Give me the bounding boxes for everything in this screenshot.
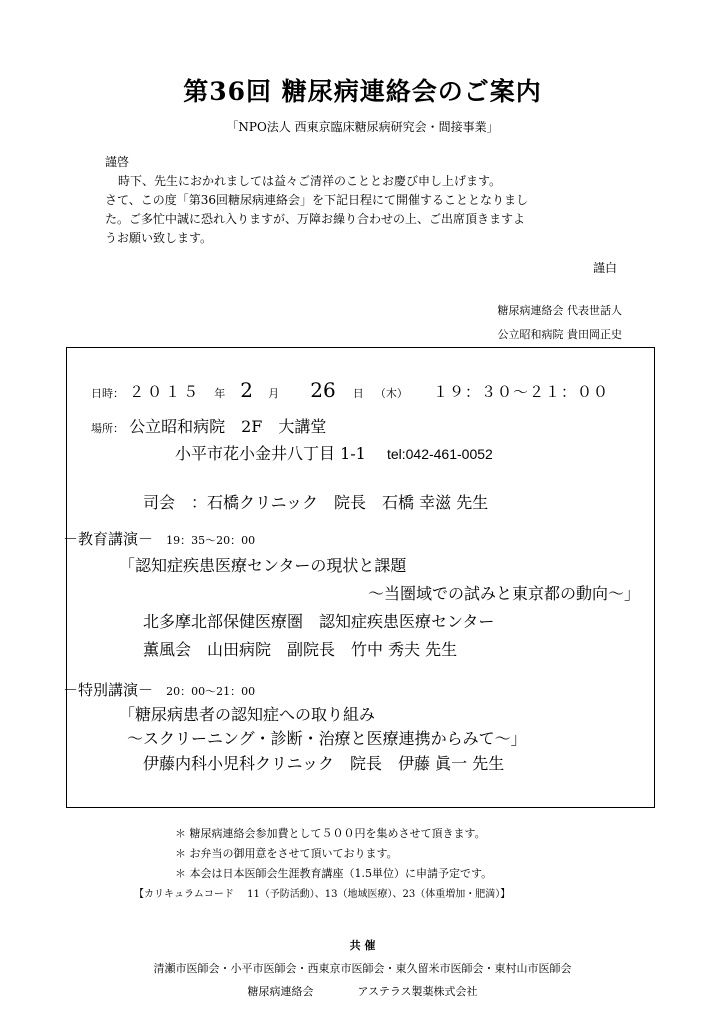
cosponsor-line1: 清瀬市医師会・小平市医師会・西東京市医師会・東久留米市医師会・東村山市医師会 [153,962,572,975]
lecture2-header: －特別講演－ [63,681,154,699]
event-year: ２０１５ [129,383,202,401]
letter-line: た。ご多忙中誠に恐れ入りますが、万障お繰り合わせの上、ご出席頂きますよ [105,212,526,226]
letter-closing: 謹白 [592,261,617,275]
day-unit: 日 [352,387,364,400]
event-day: 26 [310,378,336,402]
event-place: 公立昭和病院 2F 大講堂 [129,417,327,436]
lecture1-header-row [63,528,255,549]
event-address: 小平市花小金井八丁目 1-1 [175,444,366,463]
place-label: 場所： [91,422,124,435]
lecture2-speaker: 伊藤内科小児科クリニック 院長 伊藤 眞一 先生 [143,754,505,773]
lecture1-time: 19：35～20：00 [166,534,256,547]
subtitle: 「NPO法人 西東京臨床糖尿病研究会・間接事業」 [226,120,499,134]
event-details-box [63,347,655,808]
lecture1-title-line1: 「認知症疾患医療センターの現状と課題 [119,556,407,575]
curriculum-code: 【カリキュラムコード 11（予防活動）、13（地域医療）、23（体重増加・肥満）】 [134,889,511,900]
lecture1-title-line2: ～当圏域での試みと東京都の動向～」 [367,584,640,603]
letter-line: うお願い致します。 [105,231,213,245]
page-title: 第36回 糖尿病連絡会のご案内 [183,77,542,106]
lecture2-time: 20：00～21：00 [166,685,256,698]
letter-line: 時下、先生におかれましては益々ご清祥のこととお慶び申し上げます。 [118,174,502,188]
event-weekday: （木） [374,387,408,400]
lecture1-speaker-affiliation: 北多摩北部保健医療圏 認知症疾患医療センター [143,612,495,631]
letter-opening: 謹啓 [105,155,130,169]
lecture2-title-line2: ～スクリーニング・診断・治療と医療連携からみて～」 [127,729,527,748]
letter-line: さて、この度「第36回糖尿病連絡会」を下記日程にて開催することとなりまし [105,193,529,207]
note-item: ＊ お弁当の御用意をさせて頂いております。 [175,847,398,860]
event-tel: tel:042-461-0052 [386,446,493,462]
event-month: 2 [240,378,254,402]
address-row [175,441,493,464]
lecture2-title-line1: 「糖尿病患者の認知症への取り組み [119,705,376,724]
cosponsor-heading: 共 催 [349,939,376,952]
note-item: ＊ 本会は日本医師会生涯教育講座（1.5単位）に申請予定です。 [175,867,493,880]
datetime-label: 日時： [91,387,124,400]
chair: 司会 ：石橋クリニック 院長 石橋 幸滋 先生 [143,493,489,512]
lecture2-header-row [63,679,255,700]
sender-name: 公立昭和病院 貴田岡正史 [497,328,622,341]
note-item: ＊ 糖尿病連絡会参加費として５００円を集めさせて頂きます。 [175,827,486,840]
event-time: １９：３０～２１：００ [432,383,609,401]
place-row [91,414,326,437]
lecture1-speaker: 薫風会 山田病院 副院長 竹中 秀夫 先生 [143,640,458,659]
datetime-row [91,378,609,402]
year-unit: 年 [214,387,226,400]
sender-title: 糖尿病連絡会 代表世話人 [497,304,622,317]
lecture1-header: －教育講演－ [63,530,154,548]
cosponsor-line2: 糖尿病連絡会 アステラス製薬株式会社 [247,985,478,998]
month-unit: 月 [268,387,280,400]
